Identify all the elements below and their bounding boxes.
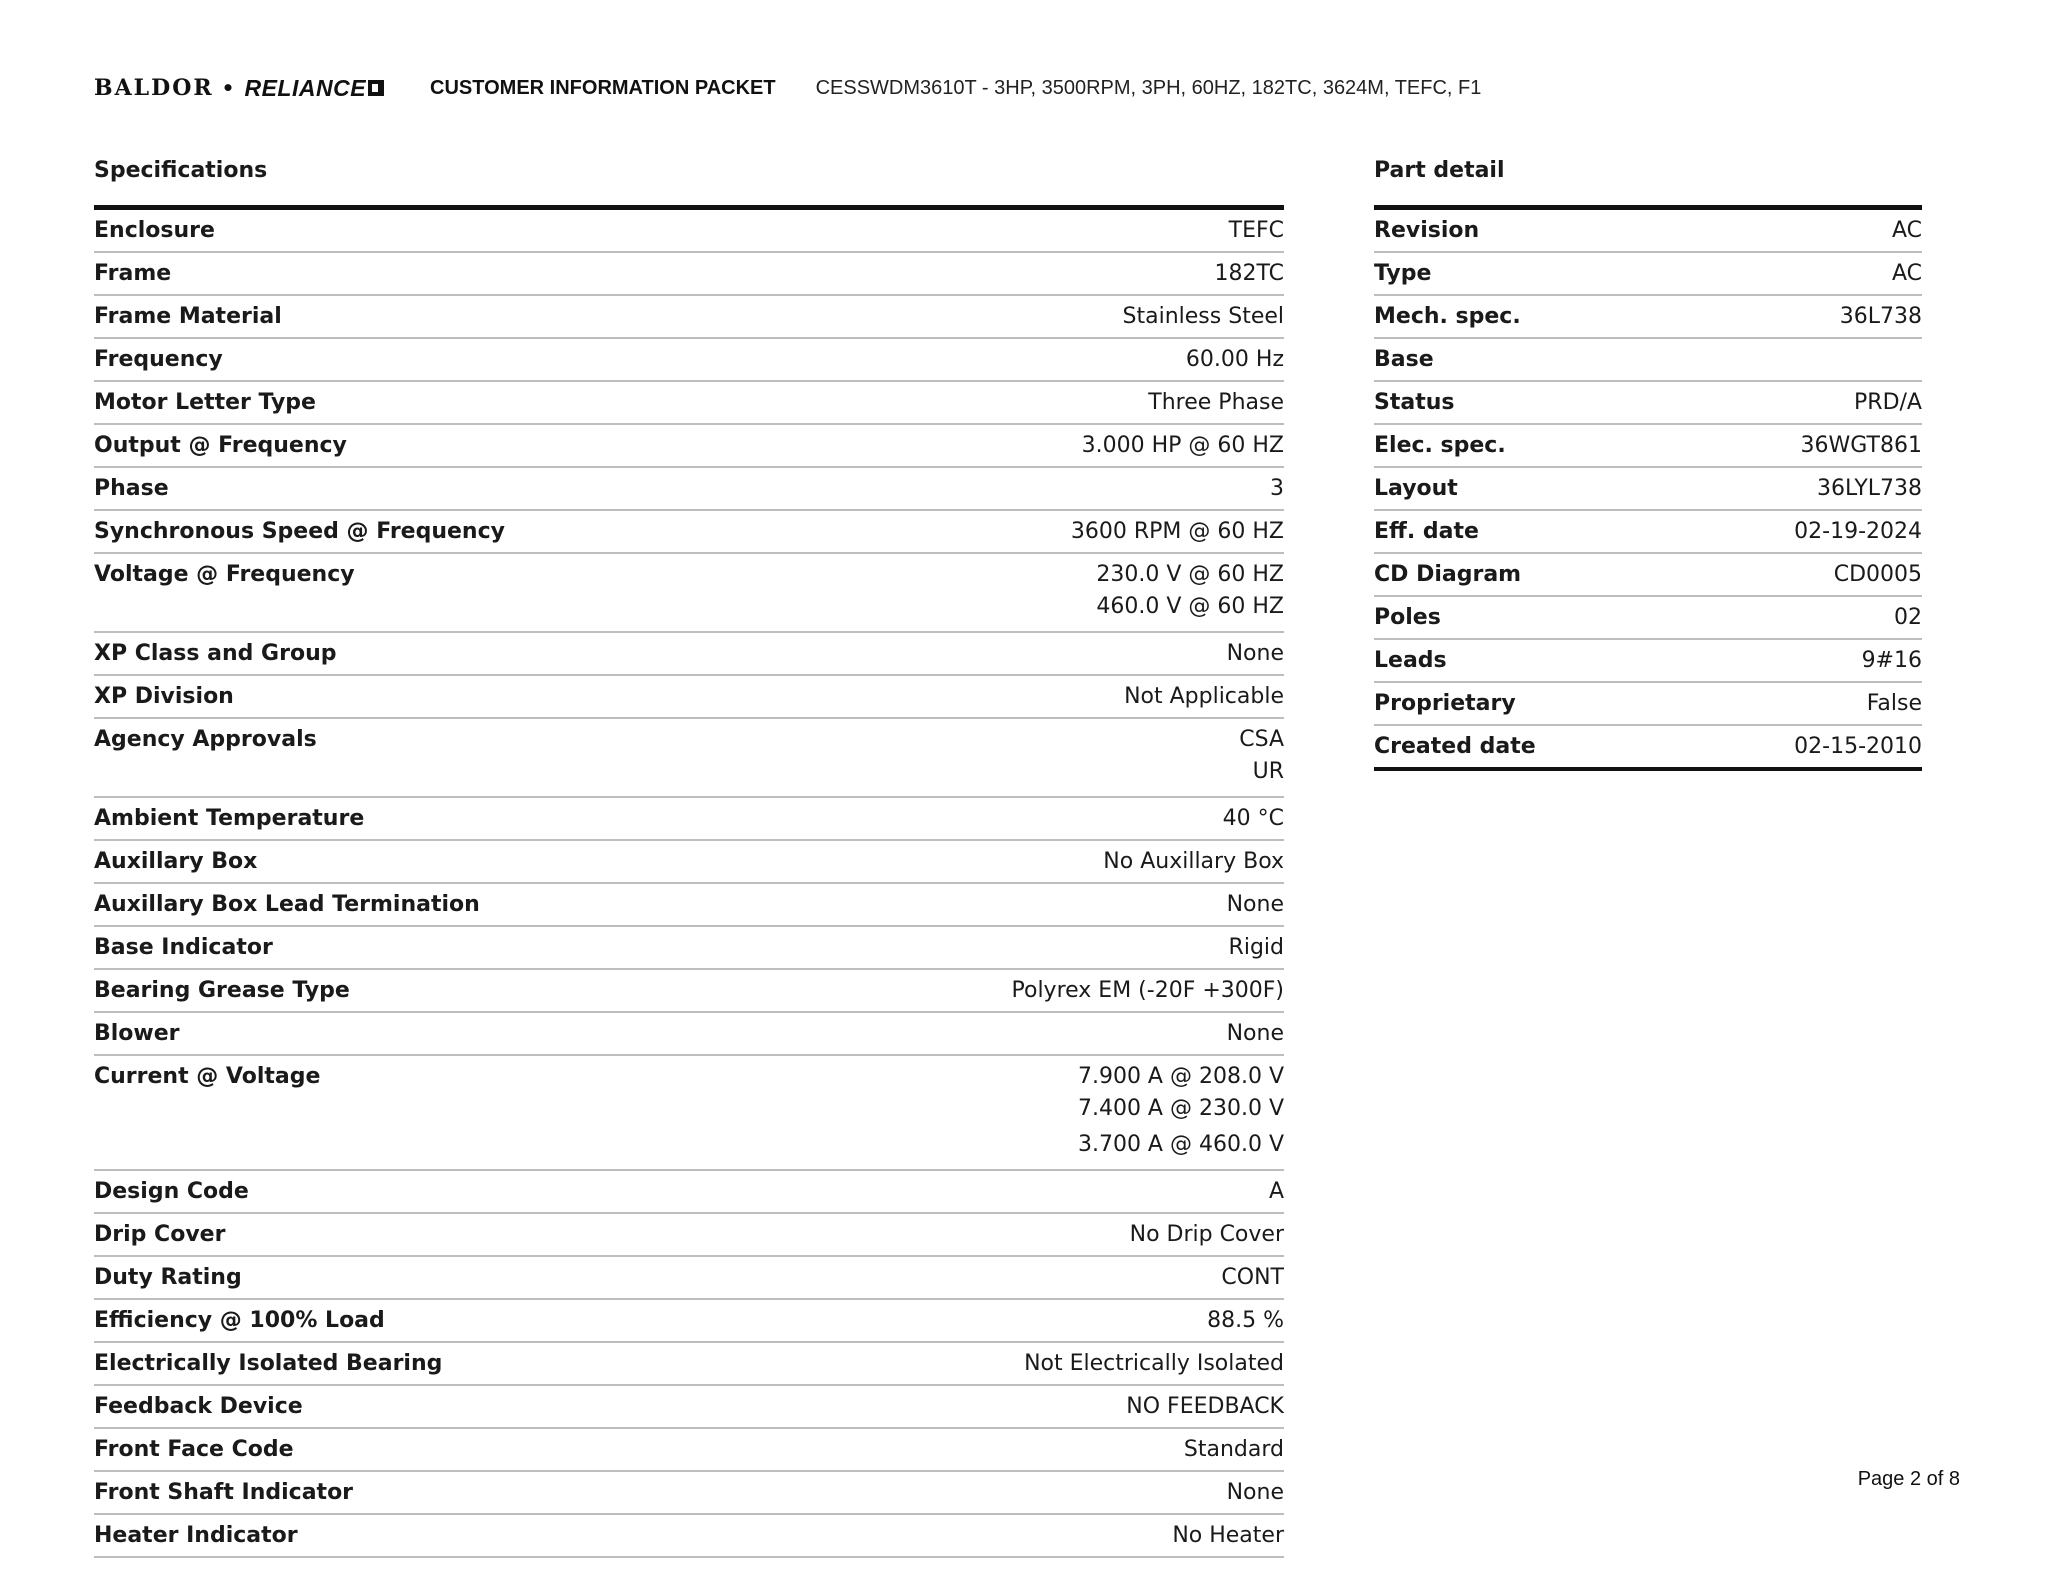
row-value: 02-15-2010 (1794, 734, 1922, 759)
row-values (1892, 260, 1922, 288)
table-row (94, 1343, 1284, 1386)
row-value: CSA (1239, 727, 1284, 752)
row-value: 182TC (1214, 261, 1284, 286)
row-values (1078, 1063, 1284, 1163)
row-label: Type (1374, 261, 1432, 286)
table-row (1374, 554, 1922, 597)
row-label: Poles (1374, 605, 1441, 630)
row-label: Blower (94, 1021, 180, 1046)
row-value: 60.00 Hz (1185, 347, 1284, 372)
table-row (1374, 468, 1922, 511)
row-values (1270, 475, 1284, 503)
row-label: Proprietary (1374, 691, 1516, 716)
row-values (1123, 303, 1284, 331)
row-label: Frame Material (94, 304, 282, 329)
row-label: Motor Letter Type (94, 390, 316, 415)
row-value: Not Electrically Isolated (1024, 1351, 1284, 1376)
row-label: XP Class and Group (94, 641, 337, 666)
row-values (1227, 891, 1284, 919)
row-value: Standard (1183, 1437, 1284, 1462)
row-value: None (1226, 892, 1284, 917)
row-values (1840, 303, 1922, 331)
row-label: Current @ Voltage (94, 1064, 321, 1089)
row-value: 36L738 (1839, 304, 1922, 329)
table-row (94, 676, 1284, 719)
row-values (1012, 977, 1285, 1005)
row-value: 9#16 (1861, 648, 1922, 673)
row-values (1124, 683, 1284, 711)
brand-separator: • (221, 76, 237, 100)
row-value: 7.900 A @ 208.0 V (1077, 1064, 1284, 1089)
row-values (1172, 1522, 1284, 1550)
table-row (94, 970, 1284, 1013)
brand-name-reliance: RELIANCE (244, 74, 367, 101)
brand-name-baldor: BALDOR (94, 75, 214, 101)
row-values (1867, 690, 1922, 718)
row-values (1862, 647, 1922, 675)
row-label: Electrically Isolated Bearing (94, 1351, 443, 1376)
row-values (1186, 346, 1284, 374)
row-label: XP Division (94, 684, 234, 709)
row-values (1227, 1020, 1284, 1048)
page-header (94, 70, 1481, 106)
table-row (1374, 597, 1922, 640)
table-row (94, 210, 1284, 253)
row-value: 3600 RPM @ 60 HZ (1070, 519, 1284, 544)
table-row (1374, 726, 1922, 771)
row-label: Frame (94, 261, 172, 286)
row-value: 36WGT861 (1800, 433, 1922, 458)
table-row (94, 554, 1284, 633)
row-label: Duty Rating (94, 1265, 242, 1290)
row-value: 40 °C (1222, 806, 1284, 831)
table-row (1374, 339, 1922, 382)
table-row (94, 1056, 1284, 1171)
row-values (1894, 604, 1922, 632)
table-row (1374, 640, 1922, 683)
row-values (1227, 640, 1284, 668)
row-values (1794, 518, 1922, 546)
table-row (94, 1171, 1284, 1214)
row-label: Auxillary Box Lead Termination (94, 892, 480, 917)
row-value: None (1226, 1021, 1284, 1046)
row-values (1892, 217, 1922, 245)
row-value: PRD/A (1854, 390, 1922, 415)
row-values (1148, 389, 1284, 417)
table-row (94, 511, 1284, 554)
row-value: A (1268, 1179, 1284, 1204)
row-values (1227, 1479, 1284, 1507)
row-values (1214, 260, 1284, 288)
row-value: Stainless Steel (1122, 304, 1284, 329)
row-label: Mech. spec. (1374, 304, 1521, 329)
table-row (94, 1386, 1284, 1429)
row-value: 3 (1270, 476, 1284, 501)
row-label: Synchronous Speed @ Frequency (94, 519, 505, 544)
model-description: CESSWDM3610T - 3HP, 3500RPM, 3PH, 60HZ, 182TC, 3624M, TEFC, F1 (815, 76, 1482, 99)
table-row (94, 719, 1284, 798)
row-values (1229, 217, 1284, 245)
specifications-table (94, 205, 1284, 1558)
row-value: 460.0 V @ 60 HZ (1096, 594, 1284, 619)
row-values (1207, 1307, 1284, 1335)
row-label: Front Shaft Indicator (94, 1480, 354, 1505)
row-value: CONT (1221, 1265, 1284, 1290)
row-value: AC (1891, 261, 1922, 286)
row-value: 230.0 V @ 60 HZ (1096, 562, 1284, 587)
row-value: UR (1252, 759, 1284, 784)
table-row (94, 1257, 1284, 1300)
row-value: 02-19-2024 (1794, 519, 1922, 544)
row-value: Not Applicable (1124, 684, 1284, 709)
row-label: Status (1374, 390, 1455, 415)
row-values (1229, 934, 1284, 962)
row-label: Feedback Device (94, 1394, 303, 1419)
packet-title: CUSTOMER INFORMATION PACKET (430, 76, 776, 99)
table-row (94, 1300, 1284, 1343)
row-value: TEFC (1228, 218, 1284, 243)
row-label: Front Face Code (94, 1437, 294, 1462)
row-value: No Auxillary Box (1103, 849, 1284, 874)
table-row (1374, 210, 1922, 253)
row-label: CD Diagram (1374, 562, 1522, 587)
row-label: Created date (1374, 734, 1536, 759)
row-values (1223, 805, 1284, 833)
table-row (94, 1515, 1284, 1558)
row-values (1801, 432, 1922, 460)
row-label: Drip Cover (94, 1222, 226, 1247)
table-row (94, 339, 1284, 382)
row-label: Eff. date (1374, 519, 1479, 544)
table-row (1374, 253, 1922, 296)
table-row (1374, 296, 1922, 339)
row-value: None (1226, 1480, 1284, 1505)
row-value: Rigid (1228, 935, 1284, 960)
table-row (1374, 683, 1922, 726)
page-number: Page 2 of 8 (1857, 1468, 1960, 1490)
table-row (94, 1013, 1284, 1056)
table-row (94, 927, 1284, 970)
row-value: None (1226, 641, 1284, 666)
row-value: 88.5 % (1207, 1308, 1284, 1333)
row-value: 3.700 A @ 460.0 V (1077, 1132, 1284, 1157)
row-label: Ambient Temperature (94, 806, 365, 831)
row-label: Leads (1374, 648, 1447, 673)
brand-logo (94, 75, 384, 102)
row-label: Frequency (94, 347, 223, 372)
row-label: Base Indicator (94, 935, 273, 960)
table-row (94, 382, 1284, 425)
row-values (1854, 389, 1922, 417)
table-row (94, 1472, 1284, 1515)
row-label: Auxillary Box (94, 849, 258, 874)
table-row (94, 798, 1284, 841)
row-values (1126, 1393, 1284, 1421)
row-values (1024, 1350, 1284, 1378)
table-row (1374, 425, 1922, 468)
row-value: AC (1891, 218, 1922, 243)
table-row (94, 1429, 1284, 1472)
row-label: Output @ Frequency (94, 433, 347, 458)
row-label: Revision (1374, 218, 1480, 243)
table-row (1374, 382, 1922, 425)
row-values (1834, 561, 1922, 589)
row-label: Bearing Grease Type (94, 978, 350, 1003)
row-label: Layout (1374, 476, 1458, 501)
row-value: 36LYL738 (1816, 476, 1922, 501)
row-label: Elec. spec. (1374, 433, 1506, 458)
row-value: 7.400 A @ 230.0 V (1077, 1096, 1284, 1121)
row-values (1817, 475, 1922, 503)
row-values (1096, 561, 1284, 625)
row-label: Agency Approvals (94, 727, 317, 752)
part-detail-table (1374, 205, 1922, 771)
row-label: Phase (94, 476, 169, 501)
row-values (1184, 1436, 1284, 1464)
specifications-title: Specifications (94, 158, 268, 183)
row-value: No Heater (1172, 1523, 1284, 1548)
row-label: Efficiency @ 100% Load (94, 1308, 385, 1333)
row-values (1239, 726, 1284, 790)
row-value: 3.000 HP @ 60 HZ (1081, 433, 1284, 458)
table-row (94, 1214, 1284, 1257)
table-row (94, 884, 1284, 927)
row-values (1221, 1264, 1284, 1292)
row-values (1269, 1178, 1284, 1206)
table-row (94, 468, 1284, 511)
row-values (1794, 733, 1922, 761)
row-label: Enclosure (94, 218, 215, 243)
part-detail-title: Part detail (1374, 158, 1505, 183)
row-label: Heater Indicator (94, 1523, 298, 1548)
row-label: Design Code (94, 1179, 249, 1204)
row-value: Polyrex EM (-20F +300F) (1011, 978, 1284, 1003)
table-row (94, 253, 1284, 296)
row-value: Three Phase (1148, 390, 1284, 415)
row-value: False (1866, 691, 1922, 716)
row-value: CD0005 (1833, 562, 1922, 587)
row-values (1071, 518, 1284, 546)
row-label: Voltage @ Frequency (94, 562, 355, 587)
row-values (1082, 432, 1284, 460)
row-value: 02 (1894, 605, 1922, 630)
table-row (94, 296, 1284, 339)
row-values (1103, 848, 1284, 876)
row-label: Base (1374, 347, 1434, 372)
brand-mark-icon (368, 80, 384, 96)
row-value: NO FEEDBACK (1126, 1394, 1284, 1419)
table-row (94, 633, 1284, 676)
table-row (94, 425, 1284, 468)
row-values (1130, 1221, 1284, 1249)
table-row (94, 841, 1284, 884)
row-value: No Drip Cover (1129, 1222, 1284, 1247)
table-row (1374, 511, 1922, 554)
